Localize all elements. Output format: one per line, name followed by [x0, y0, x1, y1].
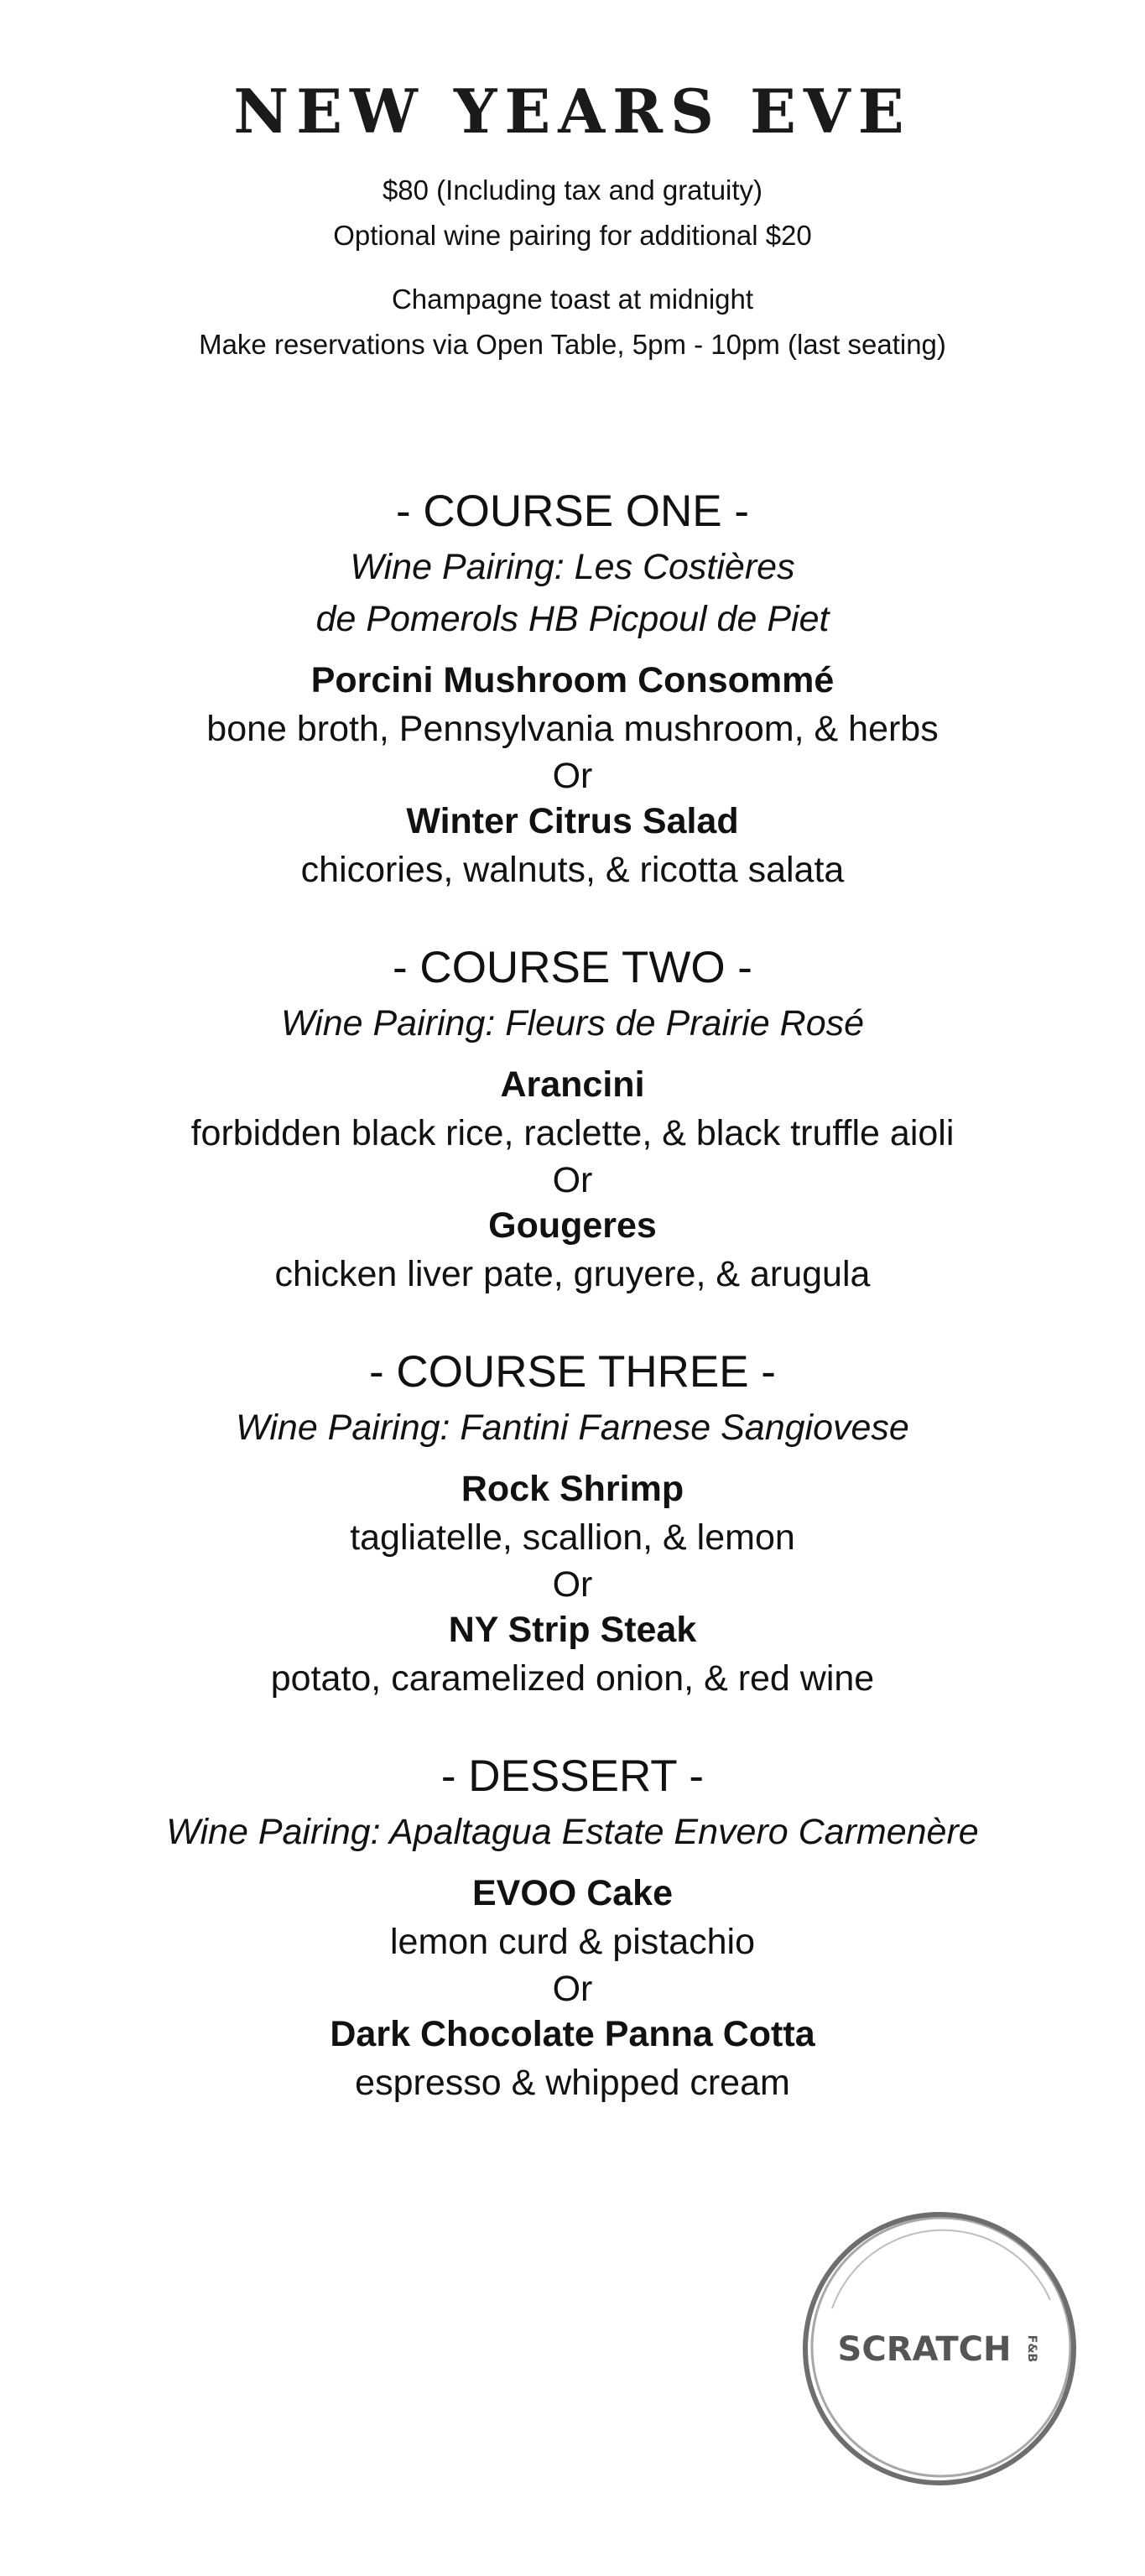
reservation-text: Make reservations via Open Table, 5pm - 10pm (last seating)	[199, 329, 946, 360]
scratch-logo-icon	[799, 2208, 1080, 2490]
dish-description: lemon curd & pistachio	[390, 1922, 755, 1962]
logo-graphic	[799, 2208, 1080, 2490]
dish-name: Rock Shrimp	[461, 1469, 684, 1509]
pricing-info	[0, 168, 1145, 258]
wine-pairing	[0, 997, 1145, 1049]
course-list	[0, 482, 1145, 2152]
course-title: - COURSE THREE -	[369, 1347, 776, 1397]
dish-description: tagliatelle, scallion, & lemon	[350, 1517, 795, 1558]
wine-pairing-line: Wine Pairing: Fantini Farnese Sangiovese	[236, 1408, 909, 1448]
dish-description: potato, caramelized onion, & red wine	[270, 1658, 875, 1699]
wine-pairing-line: Wine Pairing: Fleurs de Prairie Rosé	[280, 1003, 865, 1043]
logo-tag: F&B	[1025, 2334, 1038, 2363]
wine-pairing-line: Wine Pairing: Les Costières	[350, 547, 795, 587]
dish-name: Porcini Mushroom Consommé	[310, 660, 835, 700]
or-separator: Or	[552, 756, 593, 796]
or-separator: Or	[552, 1969, 593, 2009]
course-one	[0, 482, 1145, 895]
dish-name: Winter Citrus Salad	[406, 801, 739, 841]
dish-description: chicken liver pate, gruyere, & arugula	[274, 1254, 871, 1294]
dish-description: forbidden black rice, raclette, & black truffle aioli	[190, 1113, 955, 1153]
course-two	[0, 939, 1145, 1299]
or-separator: Or	[552, 1564, 593, 1605]
dish-description: espresso & whipped cream	[355, 2063, 790, 2103]
course-three	[0, 1343, 1145, 1704]
wine-pairing	[0, 1402, 1145, 1454]
toast-text: Champagne toast at midnight	[391, 284, 754, 315]
dish-name: Dark Chocolate Panna Cotta	[330, 2014, 815, 2054]
dish-name: NY Strip Steak	[448, 1610, 697, 1650]
course-title: - DESSERT -	[440, 1751, 705, 1801]
dish-name: Arancini	[500, 1064, 645, 1105]
dish-name: EVOO Cake	[472, 1873, 673, 1913]
course-dessert	[0, 1747, 1145, 2108]
event-info	[0, 277, 1145, 367]
wine-pairing-line: Wine Pairing: Apaltagua Estate Envero Carmenère	[166, 1812, 979, 1852]
wine-pairing	[0, 1806, 1145, 1858]
price-text: $80 (Including tax and gratuity)	[382, 174, 763, 206]
dish-name: Gougeres	[488, 1205, 657, 1246]
course-title: - COURSE TWO -	[393, 943, 752, 992]
menu-title: NEW YEARS EVE	[233, 75, 912, 147]
or-separator: Or	[552, 1160, 593, 1200]
wine-pairing	[0, 541, 1145, 645]
wine-option-text: Optional wine pairing for additional $20	[333, 220, 812, 251]
dish-description: chicories, walnuts, & ricotta salata	[300, 850, 845, 890]
logo-name: SCRATCH	[837, 2330, 1012, 2369]
menu-header	[0, 74, 1145, 367]
course-title: - COURSE ONE -	[395, 487, 750, 536]
dish-description: bone broth, Pennsylvania mushroom, & herbs	[206, 709, 939, 749]
wine-pairing-line: de Pomerols HB Picpoul de Piet	[315, 599, 830, 639]
